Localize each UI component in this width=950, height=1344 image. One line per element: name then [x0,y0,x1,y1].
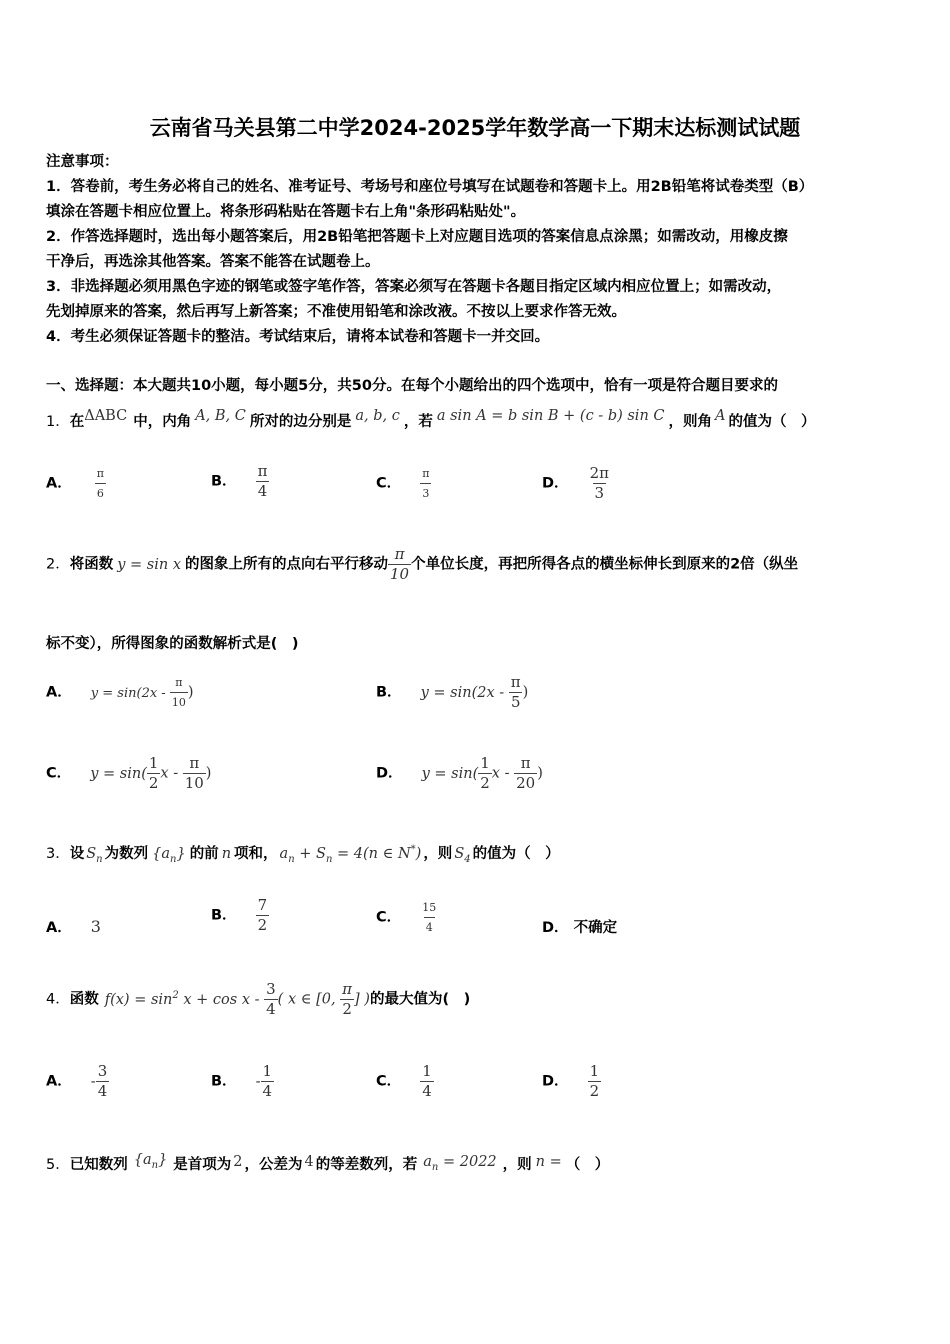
question-number: 3． [46,846,70,862]
option-c: C． $\frac{15}{4}$ [376,898,438,937]
option-b: B． y = sin(2x - $\frac{\pi}{5}$ ) [376,673,529,711]
section-heading: 一、选择题：本大题共10小题，每小题5分，共50分。在每个小题给出的四个选项中，恰有一项是符合题目要求的 [46,378,778,394]
question-number: 5． [46,1157,70,1173]
question-number: 2． [46,556,70,573]
option-a: A． - $\frac{3}{4}$ [46,1062,108,1100]
page-title: 云南省马关县第二中学2024-2025学年数学高一下期末达标测试试题 [149,116,801,140]
notice-item-1b: 填涂在答题卡相应位置上。将条形码粘贴在答题卡右上角"条形码粘贴处"。 [46,204,526,220]
option-d: D． $\frac{1}{2}$ [542,1062,600,1100]
question-2-cont: 标不变），所得图象的函数解析式是( ) [46,636,299,652]
notice-item-3a: 3．非选择题必须用黑色字迹的钢笔或签字笔作答，答案必须写在答题卡各题目指定区域内相应位置上；如需改动， [46,279,782,295]
option-c: C． $\frac{\pi}{3}$ [376,464,431,503]
question-number: 4． [46,991,70,1008]
notice-heading: 注意事项： [46,154,119,170]
option-b: B． - $\frac{1}{4}$ [211,1062,273,1100]
option-c: C． $\frac{1}{4}$ [376,1062,432,1100]
option-d: D． y = sin( $\frac{1}{2}$ x - $\frac{\pi}{20}$ ) [376,754,543,792]
option-c: C． y = sin( $\frac{1}{2}$ x - $\frac{\pi}{10}$ ) [46,754,212,792]
question-5: 5．已知数列 $\{a_n\}$ 是首项为 2 ，公差为 4 的等差数列，若 $a_n = 2022$ ，则 n = （ ） [46,1152,610,1173]
notice-item-4: 4．考生必须保证答题卡的整洁。考试结束后，请将本试卷和答题卡一并交回。 [46,329,550,345]
notice-item-1a: 1．答卷前，考生务必将自己的姓名、准考证号、考场号和座位号填写在试题卷和答题卡上。用2B铅笔将试卷类型（B） [46,179,814,195]
option-a: A． $\frac{\pi}{6}$ [46,464,106,503]
question-1: 1．在ΔABC 中，内角 A, B, C 所对的边分别是 a, b, c ，若 a sin A = b sin B + (c - b) sin C ，则角 A 的值为（ ） [46,408,816,430]
question-3: 3．设 $S_n$ 为数列 $\{a_n\}$ 的前 n 项和， $a_n + S_n = 4(n$ ∈ N*) ，则 $S_4$ 的值为（ ） [46,844,560,865]
option-d: D． $\frac{2\pi}{3}$ [542,464,610,502]
option-b: B． $\frac{7}{2}$ [211,896,268,934]
option-a: A． 3 [46,917,101,936]
notice-item-2a: 2．作答选择题时，选出每小题答案后，用2B铅笔把答题卡上对应题目选项的答案信息点涂黑；如需改动，用橡皮擦 [46,229,788,245]
question-number: 1． [46,414,70,430]
option-d: D． 不确定 [542,920,618,936]
question-4: 4．函数 $f(x) = \sin^2 x + \cos x$ - $\frac{3}{4}$ ( x ∈ [0, $\frac{\pi}{2}$ ] )的最大值为( ) [46,980,471,1018]
notice-item-3b: 先划掉原来的答案，然后再写上新答案；不准使用铅笔和涂改液。不按以上要求作答无效。 [46,304,626,320]
notice-item-2b: 干净后，再选涂其他答案。答案不能答在试题卷上。 [46,254,380,270]
option-b: B． $\frac{\pi}{4}$ [211,462,268,500]
option-a: A． y = sin(2x - $\frac{\pi}{10}$ ) [46,673,194,712]
question-2: 2．将函数 y = sin x 的图象上所有的点向右平行移动 $\frac{\pi}{10}$ 个单位长度，再把所得各点的横坐标伸长到原来的2倍（纵坐 [46,545,799,583]
